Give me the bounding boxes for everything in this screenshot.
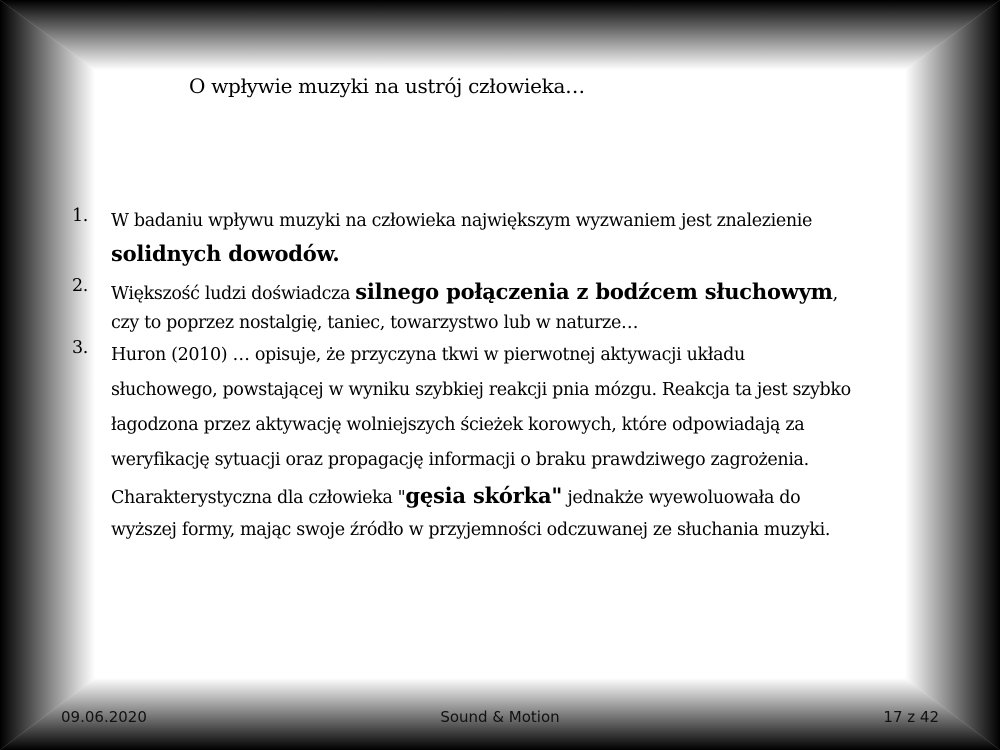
text-line	[111, 373, 962, 408]
list-item	[72, 276, 962, 338]
text-line	[111, 408, 962, 443]
text-segment: słuchowego, powstającej w wyniku szybkiej reakcji pnia mózgu. Reakcja ta jest szybko	[111, 380, 851, 400]
emphasized-text: silnego połączenia z bodźcem słuchowym	[355, 279, 833, 304]
numbered-list	[72, 206, 962, 548]
frame-edge-top	[0, 0, 1000, 70]
text-segment: Huron (2010) … opisuje, że przyczyna tkwi w pierwotnej aktywacji układu	[111, 345, 745, 365]
list-item-number: 2.	[72, 276, 88, 296]
text-segment: jednakże wyewoluowała do	[562, 488, 801, 508]
list-item-number: 1.	[72, 206, 88, 226]
text-line	[111, 478, 962, 513]
text-segment: czy to poprzez nostalgię, taniec, towarzystwo lub w naturze…	[111, 313, 639, 333]
text-line	[111, 308, 962, 338]
footer-date: 09.06.2020	[61, 708, 147, 726]
emphasized-text: solidnych dowodów.	[111, 241, 340, 266]
footer-page-number: 17 z 42	[883, 708, 939, 726]
text-line	[111, 206, 962, 236]
text-segment: weryfikację sytuacji oraz propagację informacji o braku prawdziwego zagrożenia.	[111, 450, 809, 470]
text-line	[111, 276, 962, 308]
text-segment: ,	[832, 284, 838, 304]
footer-title: Sound & Motion	[440, 708, 560, 726]
text-segment: Charakterystyczna dla człowieka "	[111, 488, 406, 508]
text-segment: wyższej formy, mając swoje źródło w przyjemności odczuwanej ze słuchania muzyki.	[111, 520, 831, 540]
text-segment: Większość ludzi doświadcza	[111, 284, 356, 304]
emphasized-text: gęsia skórka"	[405, 483, 563, 508]
text-line	[111, 236, 962, 276]
list-item	[72, 206, 962, 276]
text-segment: łagodzona przez aktywację wolniejszych ścieżek korowych, które odpowiadają za	[111, 415, 805, 435]
slide-title: O wpływie muzyki na ustrój człowieka…	[189, 74, 585, 98]
text-segment: W badaniu wpływu muzyki na człowieka największym wyzwaniem jest znalezienie	[111, 211, 813, 231]
list-item	[72, 338, 962, 548]
text-line	[111, 443, 962, 478]
list-item-text	[111, 276, 962, 338]
text-line	[111, 338, 962, 373]
text-line	[111, 513, 962, 548]
list-item-number: 3.	[72, 338, 88, 358]
list-item-text	[111, 338, 962, 548]
list-item-text	[111, 206, 962, 276]
